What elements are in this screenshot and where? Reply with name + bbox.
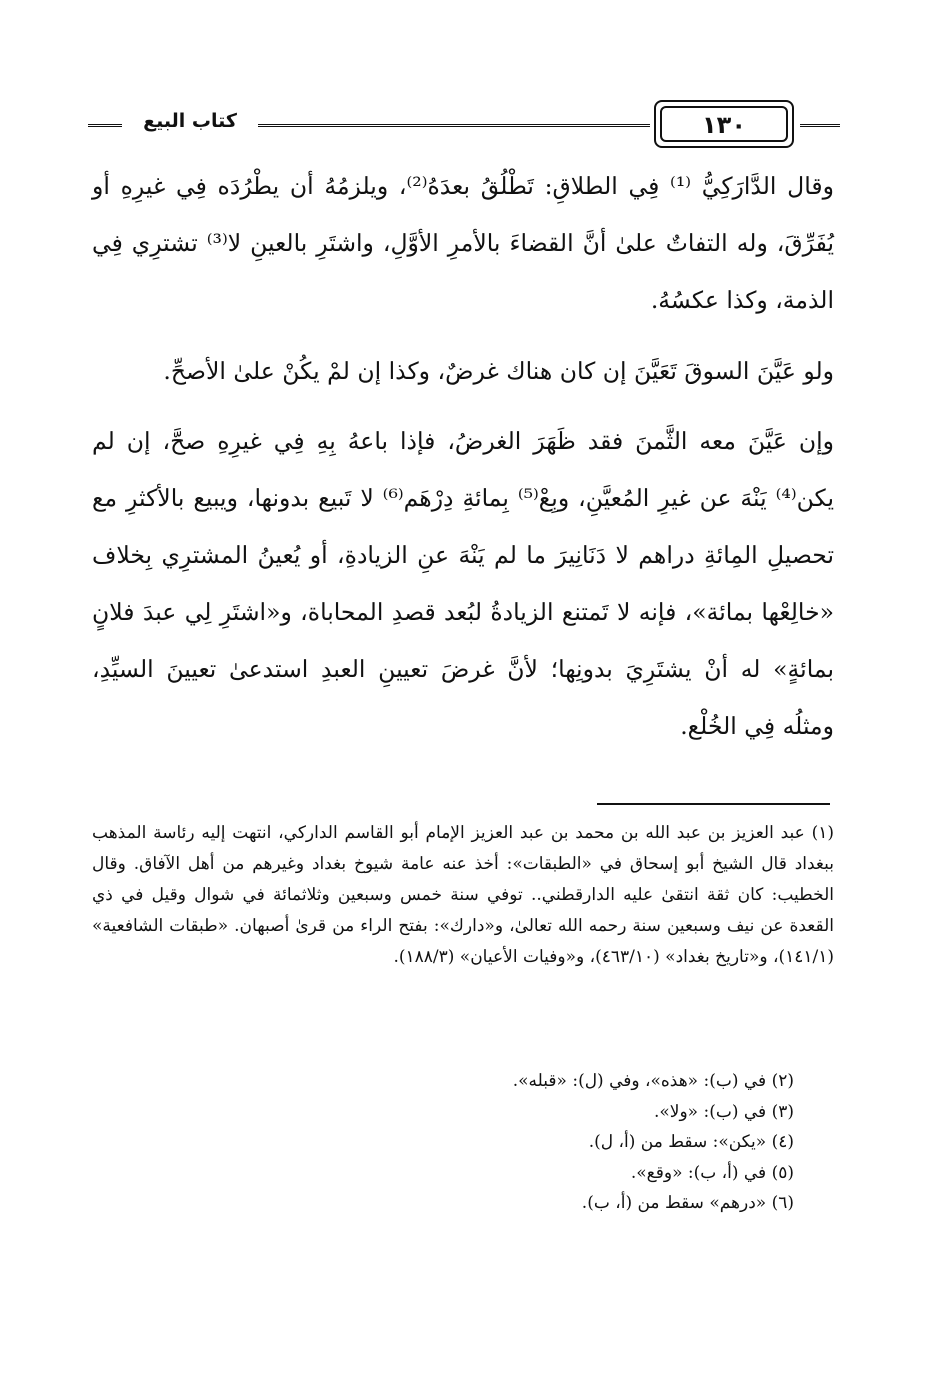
page-number-frame [654,100,794,148]
footnote: (١) عبد العزيز بن عبد الله بن محمد بن عبد العزيز الإمام أبو القاسم الداركي، انتهت إليه رئاسة المذهب ببغداد قال الشيخ أبو إسحاق في «الطبقات»: أخذ عنه عامة شيوخ بغداد وغيرهم من أهل الآفاق. وقال الخطيب: كان ثقة انتقىٰ عليه الدارقطني.. توفي سنة خمس وسبعين وثلاثمائة في شوال وقيل في ذي القعدة عن نيف وسبعين سنة رحمه الله تعالىٰ، و«دارك»: بفتح الراء من قرىٰ أصبهان. «طبقات الشافعية» (١٤١/١)، و«تاريخ بغداد» (٤٦٣/١٠)، و«وفيات الأعيان» (١٨٨/٣). [92,823,834,967]
page-number: ١٣٠ [702,111,746,139]
footnote: (٣) في (ب): «ولا». [653,1101,794,1122]
paragraph: وإن عَيَّنَ معه الثَّمنَ فقد ظَهَرَ الغرضُ، فإذا باعهُ بِهِ فِي غيرِهِ صحَّ، إن لم يكن⁽⁴⁾ يَنْهَ عن غيرِ المُعيَّنِ، وبِعْ⁽⁵⁾ بِمائةِ دِرْهَم⁽⁶⁾ لا تَبيع بدونها، ويبيع بالأكثرِ مع تحصيلِ المِائةِ دراهم لا دَنَانِيرَ ما لم يَنْهَ عنِ الزيادةِ، أو يُعينُ المشترِي بِخلاف «خالِعْها بمائة»، فإنه لا تَمتنع الزيادةُ لبُعد قصدِ المحاباة، و«اشتَرِ لِي عبدَ فلانٍ بمائةٍ» له أنْ يشتَرِيَ بدونِها؛ لأنَّ غرضَ تعيينِ العبدِ استدعىٰ تعيينَ السيِّدِ، ومثلُه فِي الخُلْع. [92,427,834,740]
footnote: (٤) «يكن»: سقط من (أ، ل). [588,1132,794,1152]
footnote-separator [597,803,830,805]
footnotes [92,818,834,1219]
main-text [92,158,834,755]
header-rule-left [88,124,122,127]
paragraph: ولو عَيَّنَ السوقَ تَعَيَّنَ إن كان هناك غرضٌ، وكذا إن لمْ يكُنْ علىٰ الأصحِّ. [163,357,834,385]
paragraph: وقال الدَّارَكِيُّ ⁽¹⁾ فِي الطلاقِ: تَطْلُقُ بعدَهُ⁽²⁾، ويلزمُهُ أن يطْرُدَه فِي غيرِهِ أو يُفَرِّقَ، وله التفاتٌ علىٰ أنَّ القضاءَ بالأمرِ الأوَّلِ، واشتَرِ بالعينِ لا⁽³⁾ تشترِي فِي الذمة، وكذا عكسُهُ. [92,172,834,314]
page-header [88,96,840,156]
header-rule-middle [258,124,650,127]
footnote: (٥) في (أ، ب): «وقع». [630,1162,794,1183]
running-title: كتاب البيع [143,110,237,132]
footnote: (٦) «درهم» سقط من (أ، ب). [581,1193,794,1213]
footnote: (٢) في (ب): «هذه»، وفي (ل): «قبله». [512,1071,794,1091]
header-rule-right [800,124,840,127]
